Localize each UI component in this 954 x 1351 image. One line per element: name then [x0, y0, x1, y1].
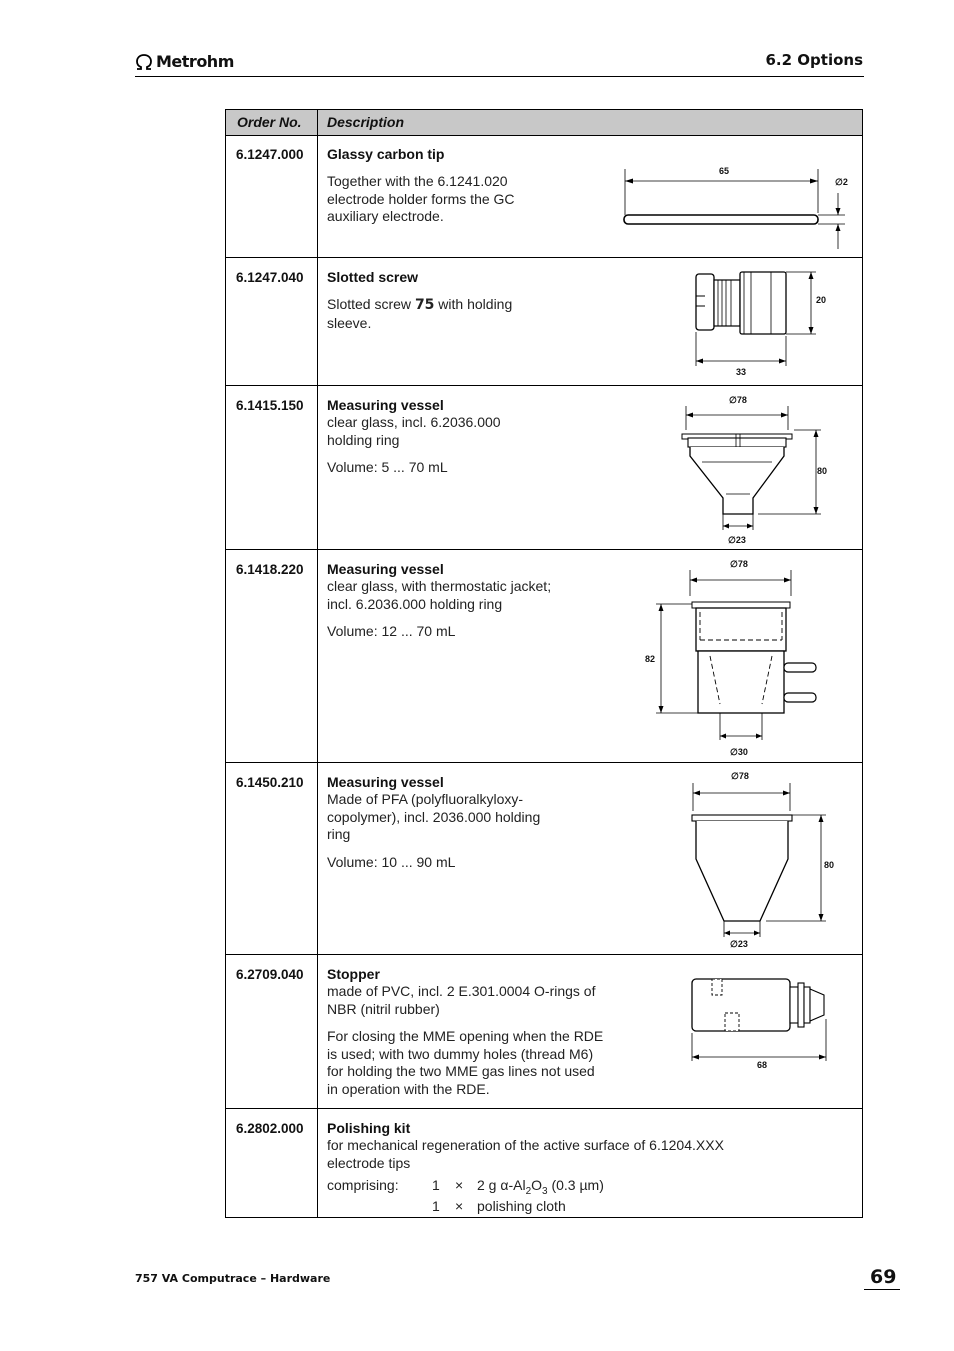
- order-number: 6.1450.210: [236, 775, 304, 790]
- table-row: [226, 257, 862, 385]
- order-number: 6.2802.000: [236, 1121, 304, 1136]
- dimension-label: ∅30: [730, 747, 748, 757]
- omega-logo-icon: [135, 54, 153, 70]
- brand-logo: [135, 52, 234, 71]
- kit-item: 2 g $\alpha-Al_2O_3$ (0.3 µm): [477, 1177, 604, 1197]
- header-rule: [135, 76, 864, 77]
- stopper-drawing: [688, 969, 848, 1089]
- options-table: [225, 109, 863, 1218]
- page-number-rule: [864, 1289, 900, 1290]
- item-title: Measuring vessel: [327, 561, 444, 577]
- item-description: made of PVC, incl. 2 E.301.0004 O-rings of NBR (nitril rubber) For closing the MME opening when the RDE is used; with two dummy holes (thread M6) for holding the two MME gas lines not used in operation with the RDE.: [327, 983, 604, 1097]
- item-title: Measuring vessel: [327, 397, 444, 413]
- slotted-screw-drawing: [691, 262, 831, 380]
- order-number: 6.1247.000: [236, 147, 304, 162]
- kit-times: ×: [455, 1177, 464, 1193]
- item-description: for mechanical regeneration of the active surface of 6.1204.XXX electrode tips: [327, 1137, 724, 1171]
- item-title: Stopper: [327, 966, 380, 982]
- order-number: 6.2709.040: [236, 967, 304, 982]
- dimension-label: ∅78: [731, 771, 749, 781]
- item-description: Made of PFA (polyfluoralkyloxy- copolymer), incl. 2036.000 holding ring Volume: 10 ... 90 mL: [327, 791, 541, 870]
- table-row: [226, 549, 862, 762]
- item-title: Glassy carbon tip: [327, 146, 445, 162]
- table-row: [226, 385, 862, 549]
- dimension-label: 68: [757, 1060, 768, 1070]
- kit-item: polishing cloth: [477, 1198, 566, 1214]
- reference-number: 75: [414, 297, 435, 313]
- table-row: [226, 762, 862, 954]
- item-description: Together with the 6.1241.020 electrode holder forms the GC auxiliary electrode.: [327, 173, 515, 224]
- column-header-order: Order No.: [237, 114, 302, 130]
- section-title: 6.2 Options: [765, 51, 863, 69]
- table-row: [226, 954, 862, 1108]
- item-description: Slotted screw 75 with holding sleeve.: [327, 296, 513, 331]
- glassy-carbon-tip-drawing: [621, 153, 851, 253]
- dimension-label: 80: [824, 860, 835, 870]
- item-description: clear glass, incl. 6.2036.000 holding ring Volume: 5 ... 70 mL: [327, 414, 501, 475]
- dimension-label: ∅2: [835, 177, 848, 187]
- dimension-label: ∅23: [728, 535, 746, 545]
- dimension-label: 33: [736, 367, 747, 377]
- dimension-label: ∅78: [730, 559, 748, 569]
- dimension-label: 82: [645, 654, 656, 664]
- item-title: Slotted screw: [327, 269, 419, 285]
- order-number: 6.1418.220: [236, 562, 304, 577]
- table-row: [226, 135, 862, 256]
- table-row: [226, 1108, 862, 1218]
- pfa-vessel-drawing: [686, 767, 846, 949]
- dimension-label: 80: [817, 466, 828, 476]
- kit-quantity: 1: [432, 1177, 440, 1193]
- kit-times: ×: [455, 1198, 464, 1214]
- measuring-vessel-drawing: [678, 390, 838, 546]
- item-title: Polishing kit: [327, 1120, 411, 1136]
- dimension-label: 65: [719, 166, 730, 176]
- brand-name: Metrohm: [156, 52, 234, 71]
- dimension-label: 20: [816, 295, 827, 305]
- item-description: clear glass, with thermostatic jacket; incl. 6.2036.000 holding ring Volume: 12 ... 70 mL: [327, 578, 552, 639]
- order-number: 6.1415.150: [236, 398, 304, 413]
- kit-label: comprising:: [327, 1177, 399, 1193]
- footer-title: 757 VA Computrace – Hardware: [135, 1272, 331, 1285]
- page-number: 69: [870, 1266, 897, 1288]
- dimension-label: ∅23: [730, 939, 748, 949]
- table-header: [226, 110, 862, 136]
- kit-quantity: 1: [432, 1198, 440, 1214]
- dimension-label: ∅78: [729, 395, 747, 405]
- order-number: 6.1247.040: [236, 270, 304, 285]
- item-title: Measuring vessel: [327, 774, 444, 790]
- thermostatic-vessel-drawing: [640, 554, 840, 758]
- column-header-description: Description: [327, 114, 405, 130]
